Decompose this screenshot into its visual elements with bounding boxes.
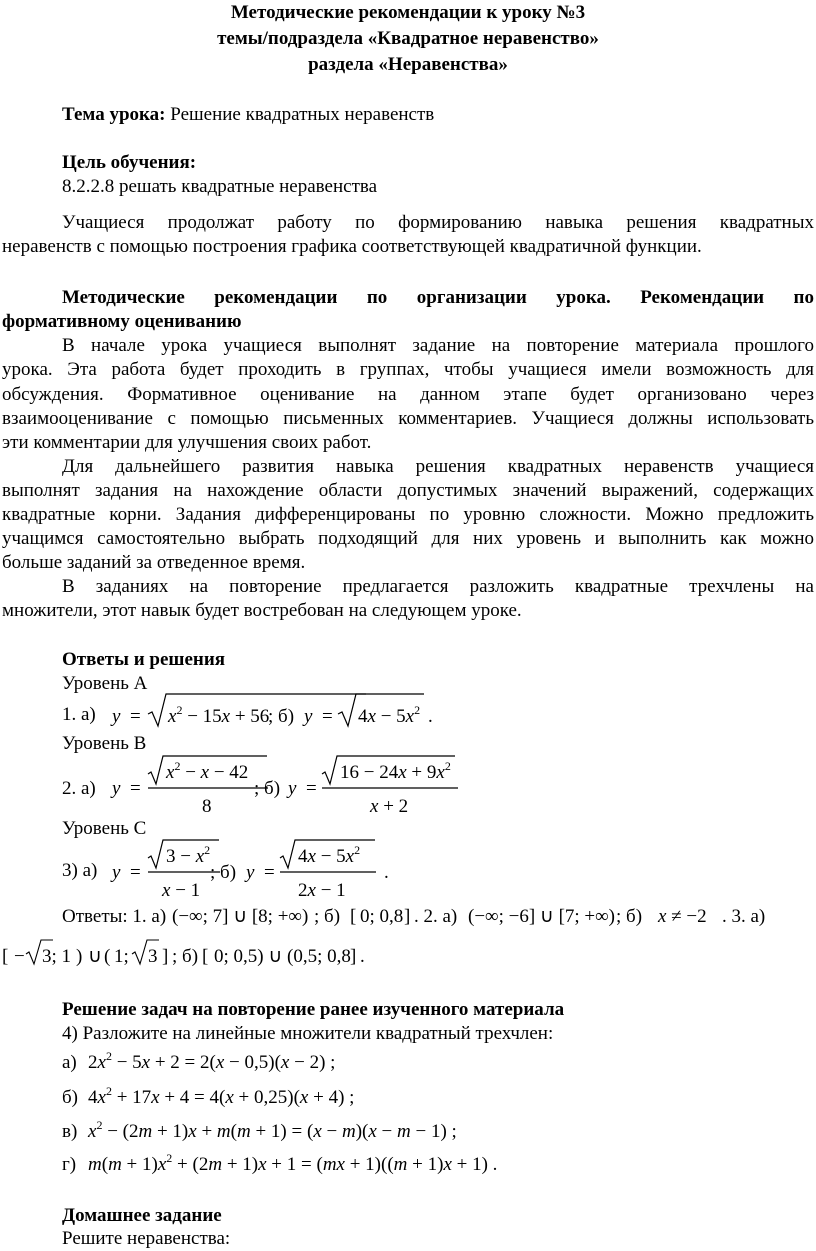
intro-line-2: неравенств с помощью построения графика соответствующей квадратичной функции.	[2, 236, 702, 257]
svg-text:y: y	[112, 778, 121, 799]
answers-2-label: . 2. а)	[414, 906, 458, 927]
review-item-d-label: г)	[62, 1154, 77, 1175]
homework-text: Решите неравенства:	[62, 1228, 231, 1249]
p1-line-4: взаимооценивание с помощью письменных комментариев. Учащиеся должны использовать	[2, 408, 814, 429]
svg-text:y: y	[112, 862, 121, 883]
task-2-sep: ; б)	[254, 778, 281, 799]
svg-text:(−∞; 7] ∪ [8; +∞): (−∞; 7] ∪ [8; +∞)	[172, 906, 309, 927]
title-line-2: темы/подраздела «Квадратное неравенство»	[217, 28, 599, 49]
homework-heading: Домашнее задание	[62, 1205, 222, 1226]
p2-line-4: учащимся самостоятельно выбрать подходящий для них уровень и выполнить как можно	[2, 528, 814, 549]
svg-text:4x − 5x2: $4x - 5x^2$	[298, 843, 361, 867]
task-3-number: 3) а)	[62, 860, 98, 881]
svg-text:−: −	[14, 946, 25, 967]
title-line-1: Методические рекомендации к уроку №3	[230, 2, 586, 23]
svg-text:=: =	[130, 706, 141, 727]
p2-line-3: квадратные корни. Задания дифференцированы по уровню сложности. Можно предложить	[2, 504, 814, 525]
intro-line-1: Учащиеся продолжат работу по формированию навыка решения квадратных	[62, 212, 814, 233]
review-item-a-formula	[84, 1046, 384, 1076]
svg-text:[: [	[2, 946, 9, 967]
task-1-number: 1. а)	[62, 704, 96, 725]
methods-heading-2: формативному оцениванию	[2, 311, 242, 332]
svg-text:y: y	[246, 862, 255, 883]
p2-line-1: Для дальнейшего развития навыка решения квадратных неравенств учащиеся	[62, 456, 814, 477]
methods-heading-1: Методические рекомендации по организации урока. Рекомендации по	[62, 287, 814, 308]
p2-line-5: больше заданий за отведенное время.	[2, 552, 306, 573]
svg-text:y: y	[288, 778, 297, 799]
review-item-c-label: в)	[62, 1121, 78, 1142]
goal-value: 8.2.2.8 решать квадратные неравенства	[62, 176, 378, 197]
svg-text:0; 0,8: 0; 0,8	[360, 906, 404, 927]
p1-line-5: эти комментарии для улучшения своих работ.	[2, 432, 372, 453]
svg-text:3: 3	[148, 946, 158, 967]
p1-line-3: обсуждения. Формативное оценивание на данном этапе будет организовано через	[2, 384, 814, 405]
svg-text:[: [	[350, 906, 357, 927]
svg-text:x − 1: x − 1	[162, 880, 201, 901]
svg-text:=: =	[322, 706, 333, 727]
svg-text:x2 − 15x + 56: $x^2 - 15x + 56$	[168, 703, 270, 727]
svg-text:4x2 + 17x + 4 = 4(x + 0,25)(x: $4x^2 + 17x + 4 = 4(x + 0,25)(x + 4)$ ;	[88, 1084, 355, 1108]
review-item-b-formula	[84, 1081, 404, 1111]
answers-3b-sep: ; б)	[172, 946, 199, 967]
title-line-3: раздела «Неравенства»	[308, 54, 508, 75]
task-2-formulas	[108, 752, 468, 818]
svg-text:=: =	[264, 862, 275, 883]
svg-text:x2 − (2m + 1)x + m(m + 1) = (x: $x^2 - (2m + 1)x + m(m + 1) = (x - m)(x - m - 1)$ ;	[88, 1118, 457, 1142]
review-item-d-formula	[84, 1148, 544, 1178]
svg-text:(: (	[104, 946, 111, 967]
answers-2b-sep: ; б)	[616, 906, 643, 927]
review-item-b-label: б)	[62, 1087, 78, 1108]
topic-line	[62, 104, 434, 126]
p3-line-2: множители, этот навык будет востребован на следующем уроке.	[2, 600, 522, 621]
answers-line-2	[2, 934, 422, 978]
task-3-formulas	[108, 836, 408, 900]
answers-3-label: . 3. а)	[722, 906, 766, 927]
review-heading: Решение задач на повторение ранее изученного материала	[62, 999, 565, 1020]
level-a-label: Уровень А	[62, 673, 148, 694]
svg-text:∪: ∪	[88, 946, 102, 967]
svg-text:(−∞; −6] ∪ [7; +∞): (−∞; −6] ∪ [7; +∞)	[468, 906, 616, 927]
svg-text:]: ]	[350, 946, 357, 967]
p1-line-1: В начале урока учащиеся выполнят задание на повторение материала прошлого	[62, 335, 814, 356]
p3-line-1: В заданиях на повторение предлагается разложить квадратные трехчлены на	[62, 576, 814, 597]
svg-text:16 − 24x + 9x2: $16 - 24x + 9x^2$	[340, 759, 451, 783]
review-item-a-label: а)	[62, 1052, 77, 1073]
svg-text:1;: 1;	[114, 946, 129, 967]
task-1-formulas	[108, 690, 448, 732]
level-b-label: Уровень В	[62, 733, 147, 754]
svg-text:.: .	[360, 946, 365, 967]
svg-text:2x2 − 5x + 2 = 2(x − 0,5)(x −: $2x^2 - 5x + 2 = 2(x - 0,5)(x - 2)$ ;	[88, 1049, 336, 1073]
review-task: 4) Разложите на линейные множители квадратный трехчлен:	[62, 1023, 554, 1044]
svg-text:=: =	[130, 778, 141, 799]
svg-text:m(m + 1)x2 + (2m + 1)x + 1 = (: $m(m + 1)x^2 + (2m + 1)x + 1 = (mx + 1)((m + 1)x + 1)$ .	[88, 1151, 498, 1175]
svg-text:): )	[76, 946, 83, 967]
answers-1b-sep: ; б)	[314, 906, 341, 927]
goal-label: Цель обучения:	[62, 152, 197, 173]
answers-line-1	[62, 898, 814, 934]
topic-value: Решение квадратных неравенств	[170, 104, 435, 125]
answers-label: Ответы: 1. а)	[62, 906, 167, 927]
svg-text:[: [	[202, 946, 209, 967]
answers-heading: Ответы и решения	[62, 649, 226, 670]
task-3-end: .	[384, 862, 389, 883]
svg-text:0; 0,5) ∪ (0,5; 0,8: 0; 0,5) ∪ (0,5; 0,8	[214, 946, 351, 967]
p2-line-2: выполнят задания на нахождение области допустимых значений выражений, содержащих	[2, 480, 814, 501]
svg-text:y: y	[304, 706, 313, 727]
svg-text:]: ]	[404, 906, 411, 927]
svg-text:]: ]	[162, 946, 169, 967]
task-1-sep: ; б)	[268, 706, 295, 727]
svg-text:4x − 5x2: $4x - 5x^2$	[358, 703, 421, 727]
svg-text:3 − x2: $3 - x^2$	[166, 843, 211, 867]
level-c-label: Уровень С	[62, 818, 147, 839]
svg-text:2x − 1: 2x − 1	[298, 880, 346, 901]
svg-text:y: y	[112, 706, 121, 727]
task-1-end: .	[428, 706, 433, 727]
topic-label: Тема урока:	[62, 104, 166, 125]
p1-line-2: урока. Эта работа будет проходить в группах, чтобы учащиеся имели возможность для	[2, 359, 814, 380]
svg-text:3; 1: 3; 1	[42, 946, 72, 967]
svg-text:x ≠ −2: x ≠ −2	[658, 906, 707, 927]
task-2-number: 2. а)	[62, 778, 96, 799]
svg-text:x2 − x − 42: $x^2 - x - 42$	[166, 759, 249, 783]
svg-text:x + 2: x + 2	[370, 796, 409, 817]
svg-text:=: =	[306, 778, 317, 799]
svg-text:=: =	[130, 862, 141, 883]
task-3-sep: ; б)	[210, 862, 237, 883]
review-item-c-formula	[84, 1115, 504, 1145]
svg-text:8: 8	[202, 796, 212, 817]
